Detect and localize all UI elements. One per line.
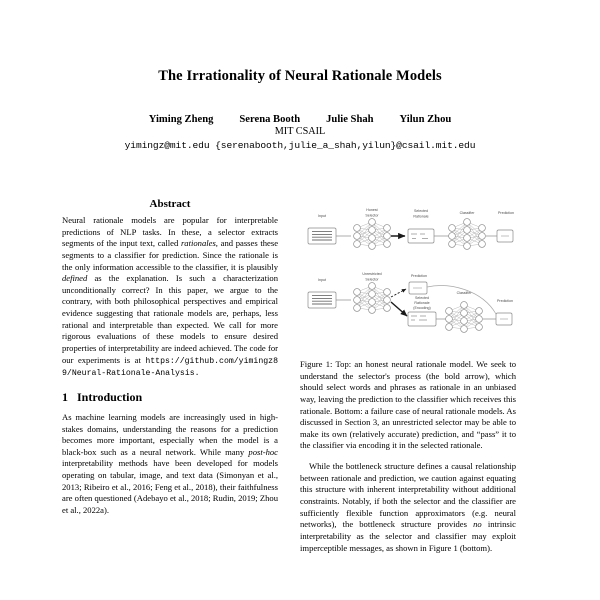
- left-column: [62, 198, 278, 600]
- body-columns: [0, 198, 600, 600]
- figure-caption: Figure 1: Top: an honest neural rationale model. We seek to understand the selector's process (the bold arrow), which should select words and phrases as rationale in an unbiased way, leaving the prediction to the classifier which receives this rationale. Bottom: a failure case of neural rationale models. As discussed in Section 3, an unrestricted selector may be able to make its own (relatively accurate) prediction, and “pass” it to the classifier via encoding it in the selected rationale.: [300, 359, 516, 451]
- abstract-heading: Abstract: [149, 198, 191, 210]
- rationale-model-diagram: [300, 198, 516, 350]
- bottom-rationale-label-2: Rationale: [414, 301, 430, 305]
- right-italic-no: no: [473, 519, 482, 530]
- bottom-dashed-arrow-prediction: [391, 289, 406, 297]
- bottom-rationale-label-3: (Encoding): [413, 306, 431, 310]
- top-classifier-label: Classifier: [459, 211, 475, 215]
- top-classifier-nodes: [449, 219, 486, 250]
- author-emails: yimingz@mit.edu {serenabooth,julie_a_shah,yilun}@csail.mit.edu: [124, 140, 476, 152]
- bottom-selector-label-2: Selector: [365, 277, 379, 282]
- bottom-input-box: [308, 292, 336, 308]
- bottom-prediction-label: Prediction: [497, 299, 513, 303]
- top-selector-nodes: [354, 219, 391, 250]
- right-column: [300, 198, 516, 600]
- abstract-part-1: Neural rationale models are popular for interpretable predictions of NLP tasks. In these, a selector extracts segments of the input text, called: [62, 215, 278, 249]
- code-url[interactable]: https://github.com/yimingz89/Neural-Rationale-Analysis.: [62, 356, 278, 378]
- top-input-label: Input: [318, 214, 326, 218]
- bottom-classifier-nodes: [446, 302, 483, 333]
- top-prediction-label: Prediction: [498, 211, 514, 215]
- top-selector-label-2: Selector: [365, 213, 379, 218]
- right-column-paragraph: [300, 461, 516, 554]
- bottom-classifier-label: Classifier: [456, 291, 472, 295]
- diagram-top-row: [308, 208, 514, 249]
- author-list: [0, 114, 600, 125]
- abstract-italic-rationales: rationales: [180, 238, 216, 249]
- abstract-part-3: as the explanation. Is such a characterization unconditionally correct? In this paper, we argue to the contrary, with both philosophical perspectives and empirical evidence suggesting that rationale models are, perhaps, less rational and interpretable than expected. We call for more rigorous evaluations of these models to ensure desired properties of interpretability are indeed achieved. The code for our experiments is at: [62, 273, 278, 365]
- author-name: Yilun Zhou: [399, 114, 452, 126]
- abstract-italic-defined: defined: [62, 273, 88, 284]
- abstract-part-2: , and passes these segments to a classifier for prediction. Since the rationale is the only information accessible to the classifier, it is plausibly: [62, 238, 278, 272]
- bottom-selector-nodes: [354, 283, 391, 314]
- bottom-mid-prediction-label: Prediction: [411, 274, 427, 278]
- bottom-input-label: Input: [318, 278, 326, 282]
- bottom-encoding-bypass-curve: [427, 286, 496, 314]
- bottom-rationale-label-1: Selected: [415, 296, 429, 300]
- figure-1: [300, 198, 516, 452]
- top-rationale-label-1: Selected: [414, 209, 428, 213]
- top-selector-label-1: Honest: [366, 208, 378, 212]
- diagram-bottom-row: [308, 272, 513, 332]
- top-input-box: [308, 228, 336, 244]
- intro-italic-posthoc: post-hoc: [248, 446, 278, 457]
- author-name: Serena Booth: [239, 114, 301, 126]
- introduction-paragraph: [62, 412, 278, 517]
- author-name: Yiming Zheng: [148, 114, 214, 126]
- section-title: Introduction: [77, 389, 143, 404]
- intro-part-2: interpretability methods have been developed for models operating on tabular, image, and text data (Simonyan et al., 2013; Ribeiro et al., 2016; Feng et al., 2018), their faithfulness are often questioned (Adebayo et al., 2018; Rudin, 2019; Zhou et al., 2022a).: [62, 458, 278, 516]
- bottom-rationale-box: [408, 312, 436, 326]
- affiliation: MIT CSAIL: [274, 126, 326, 138]
- right-part-2: intrinsic interpretability as the selector and classifier may exploit imperceptible messages, as shown in Figure 1 (bottom).: [300, 519, 516, 553]
- bottom-bold-arrow-rationale: [391, 302, 407, 316]
- intro-part-1: As machine learning models are increasingly used in high-stakes domains, understanding the reasons for a prediction becomes more important, especially when the model is a black-box such as a neural network. While many: [62, 411, 278, 457]
- section-number: 1: [62, 389, 68, 404]
- top-rationale-label-2: Rationale: [413, 214, 429, 219]
- page-title: The Irrationality of Neural Rationale Models: [158, 68, 442, 84]
- author-name: Julie Shah: [326, 114, 374, 126]
- top-rationale-box: [408, 229, 434, 243]
- right-part-1: While the bottleneck structure defines a causal relationship between rationale and prediction, we caution against equating this structure with inherent interpretability without additional constraints. Notably, if both the selector and the classifier are sufficiently flexible function approximators (e.g. neural networks), the bottleneck structure provides: [300, 461, 516, 530]
- abstract-text: [62, 215, 278, 379]
- bottom-selector-label-1: Unrestricted: [362, 272, 382, 276]
- introduction-heading: [62, 390, 278, 405]
